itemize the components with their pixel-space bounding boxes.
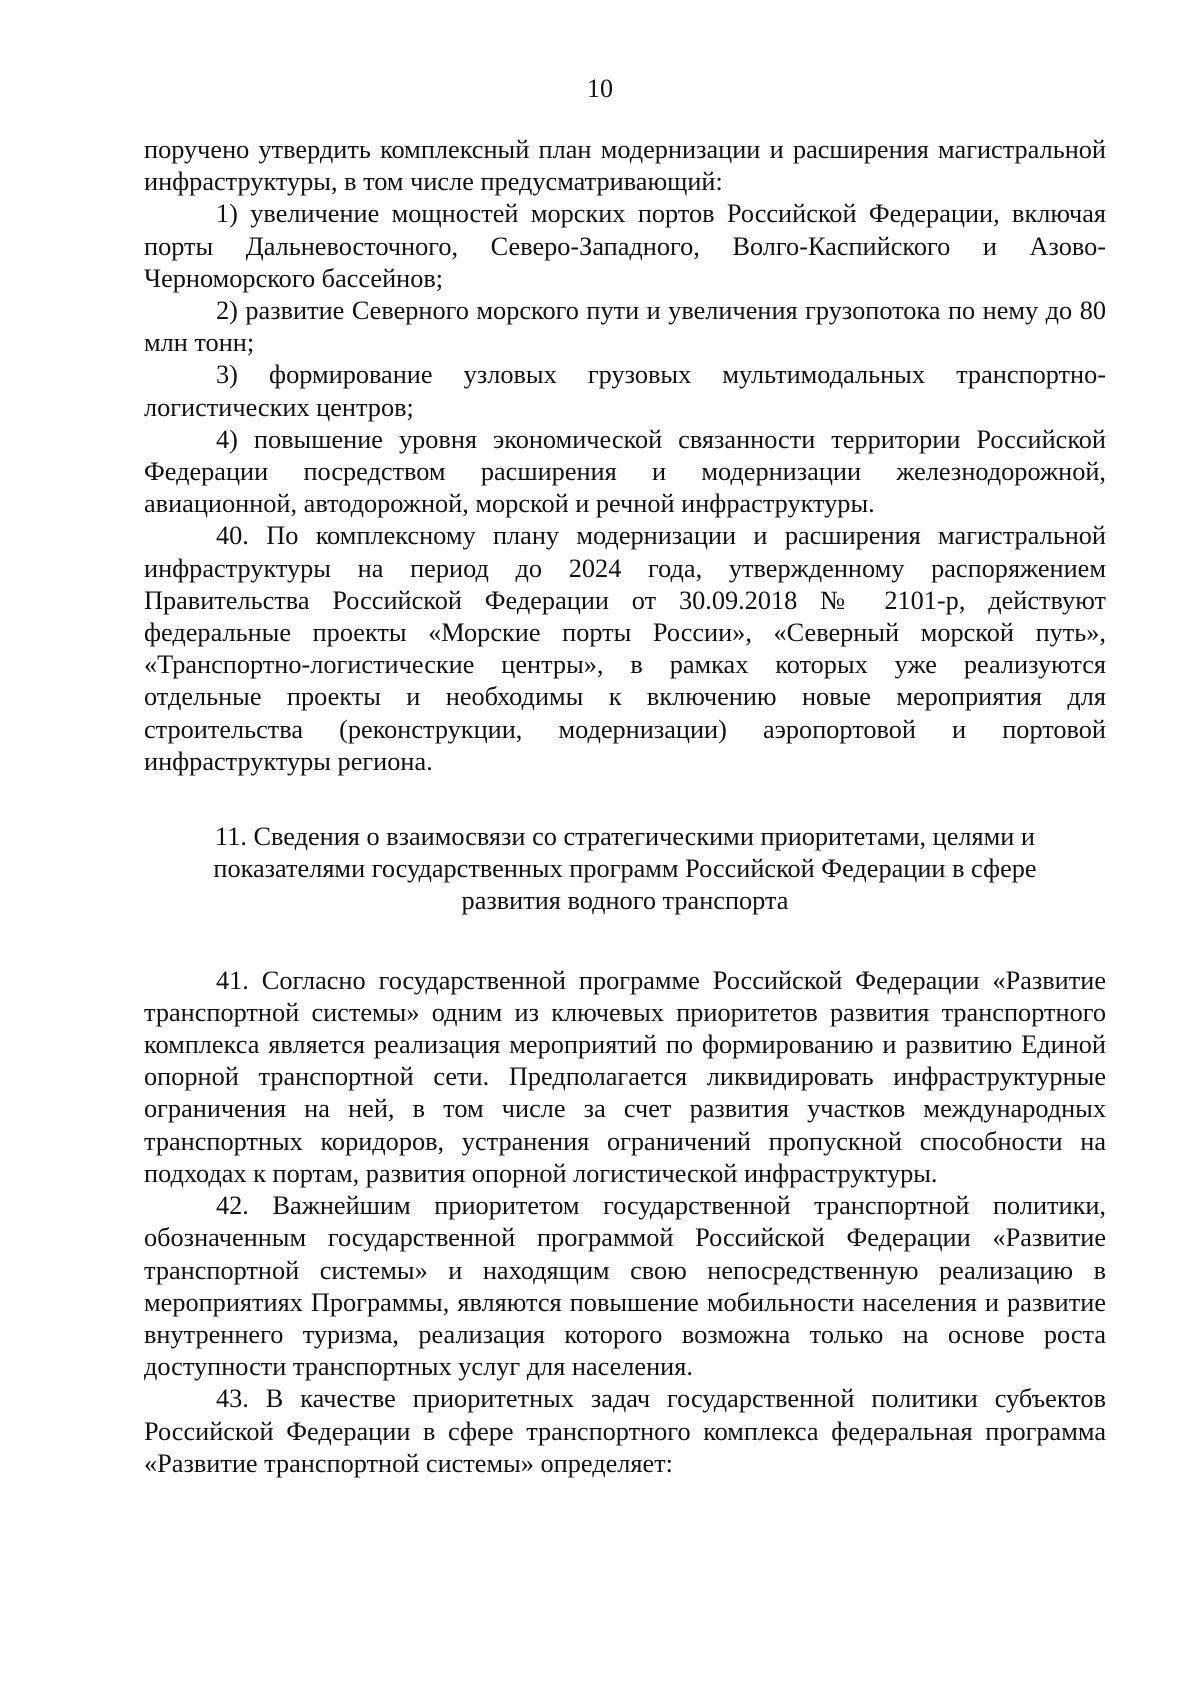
section-heading-line: 11. Сведения о взаимосвязи со стратегическими приоритетами, целями и [215,822,1035,852]
document-body [144,134,1106,1480]
section-heading-line: развития водного транспорта [461,886,789,916]
page-number: 10 [587,74,613,103]
paragraph-42: 42. Важнейшим приоритетом государственной транспортной политики, обозначенным государственной программой Российской Федерации «Развитие транспортной системы» и находящим свою непосредственную реализацию в мероприятиях Программы, являются повышение мобильности населения и развитие внутреннего туризма, реализация которого возможна только на основе роста доступности транспортных услуг для населения. [144,1191,1106,1382]
section-heading-11 [144,821,1106,918]
paragraph-continuation: поручено утвердить комплексный план модернизации и расширения магистральной инфраструктуры, в том числе предусматривающий: [144,135,1106,197]
list-item-4: 4) повышение уровня экономической связанности территории Российской Федерации посредством расширения и модернизации железнодорожной, авиационной, автодорожной, морской и речной инфраструктуры. [144,424,1106,519]
paragraph-41: 41. Согласно государственной программе Российской Федерации «Развитие транспортной системы» одним из ключевых приоритетов развития транспортного комплекса является реализация мероприятий по формированию и развитию Единой опорной транспортной сети. Предполагается ликвидировать инфраструктурные ограничения на ней, в том числе за счет развития участков международных транспортных коридоров, устранения ограничений пропускной способности на подходах к портам, развития опорной логистической инфраструктуры. [144,965,1106,1188]
list-item-3: 3) формирование узловых грузовых мультимодальных транспортно-логистических центров; [144,360,1106,422]
section-heading-line: показателями государственных программ Российской Федерации в сфере [213,854,1037,884]
paragraph-43: 43. В качестве приоритетных задач государственной политики субъектов Российской Федерации в сфере транспортного комплекса федеральная программа «Развитие транспортной системы» определяет: [144,1384,1106,1478]
paragraph-40: 40. По комплексному плану модернизации и расширения магистральной инфраструктуры на период до 2024 года, утвержденному распоряжением Правительства Российской Федерации от 30.09.2018 № 2101-р, действуют федеральные проекты «Морские порты России», «Северный морской путь», «Транспортно-логистические центры», в рамках которых уже реализуются отдельные проекты и необходимы к включению новые мероприятия для строительства (реконструкции, модернизации) аэропортовой и портовой инфраструктуры региона. [144,521,1106,776]
list-item-1: 1) увеличение мощностей морских портов Российской Федерации, включая порты Дальневосточного, Северо-Западного, Волго-Каспийского и Азово-Черноморского бассейнов; [144,199,1106,293]
list-item-2: 2) развитие Северного морского пути и увеличения грузопотока по нему до 80 млн тонн; [144,296,1106,358]
